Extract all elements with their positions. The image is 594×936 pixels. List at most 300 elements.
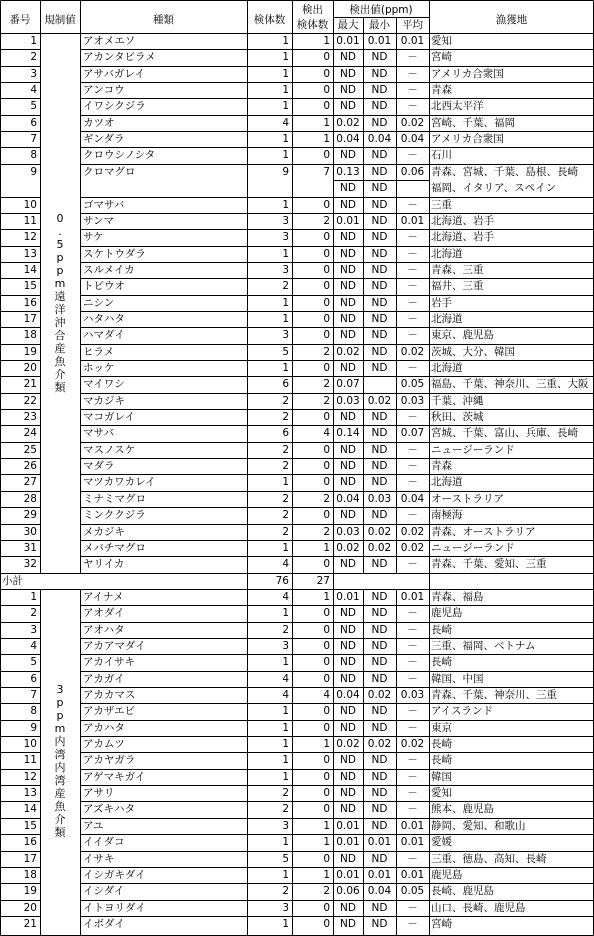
species-name: ゴマサバ bbox=[83, 198, 125, 211]
avg-value: 0.05 bbox=[400, 885, 425, 898]
section-label-char: 産 bbox=[54, 786, 66, 800]
species-name: アユ bbox=[83, 819, 104, 832]
max-value: 0.02 bbox=[336, 541, 360, 554]
avg-value: － bbox=[407, 476, 418, 489]
avg-value: 0.02 bbox=[400, 525, 425, 538]
row-number: 8 bbox=[30, 149, 37, 162]
min-value: ND bbox=[371, 214, 388, 227]
section-label-offshore bbox=[40, 212, 80, 394]
section-label-inland-bay bbox=[40, 683, 80, 839]
avg-value: － bbox=[407, 803, 418, 816]
detected-count: 0 bbox=[323, 67, 330, 80]
section-label-char: 産 bbox=[54, 341, 66, 355]
max-value: 0.01 bbox=[336, 868, 360, 881]
origin-location: 石川 bbox=[431, 149, 452, 162]
header-detect-group: 検出値(ppm) bbox=[349, 4, 413, 16]
row-number: 15 bbox=[23, 280, 37, 293]
avg-value: 0.06 bbox=[400, 165, 425, 178]
species-name: スルメイカ bbox=[83, 263, 135, 276]
detected-count: 0 bbox=[323, 770, 330, 783]
max-value: ND bbox=[340, 770, 356, 783]
detected-count: 0 bbox=[323, 411, 330, 424]
avg-value: 0.01 bbox=[400, 868, 425, 881]
species-name: ミンククジラ bbox=[83, 509, 146, 522]
sample-count: 2 bbox=[282, 787, 289, 800]
species-name bbox=[83, 180, 247, 196]
row-number: 25 bbox=[23, 443, 37, 456]
sample-count: 4 bbox=[282, 689, 289, 701]
min-value: ND bbox=[371, 149, 388, 162]
detected-count: 1 bbox=[323, 116, 330, 129]
min-value: 0.03 bbox=[367, 492, 392, 505]
header-max: 最大 bbox=[337, 19, 359, 31]
sample-count: 4 bbox=[282, 672, 289, 685]
species-name: アカムツ bbox=[83, 738, 125, 751]
max-value: ND bbox=[340, 917, 356, 930]
row-number: 27 bbox=[23, 476, 37, 489]
row-number: 2 bbox=[30, 607, 37, 620]
detected-count: 1 bbox=[323, 836, 330, 849]
row-number: 29 bbox=[23, 509, 37, 522]
section-label-char: 遠 bbox=[54, 289, 66, 303]
section-label-char: 0 bbox=[56, 211, 64, 225]
min-value: 0.01 bbox=[367, 868, 392, 881]
avg-value: － bbox=[407, 149, 418, 162]
max-value: ND bbox=[340, 67, 356, 80]
species-name: イワシクジラ bbox=[83, 100, 146, 113]
sample-count: 1 bbox=[282, 296, 289, 309]
species-name: アズキハタ bbox=[83, 803, 136, 816]
detected-count: 1 bbox=[323, 35, 330, 47]
section-label-char: p bbox=[56, 250, 64, 264]
section-label-char: 洋 bbox=[54, 302, 66, 316]
avg-value: 0.01 bbox=[400, 214, 425, 227]
row-number: 12 bbox=[23, 231, 37, 244]
row-number: 5 bbox=[30, 100, 37, 113]
row-number: 21 bbox=[23, 917, 37, 930]
origin-location: 長崎 bbox=[431, 738, 452, 751]
section-label-char: p bbox=[56, 695, 64, 709]
origin-location: 福島、千葉、神奈川、三重、大阪 bbox=[431, 378, 589, 391]
avg-value: － bbox=[407, 329, 418, 342]
detected-count: 0 bbox=[323, 443, 330, 456]
origin-location: 北海道 bbox=[431, 362, 463, 374]
min-value: ND bbox=[371, 509, 388, 522]
min-value: ND bbox=[371, 787, 388, 800]
header-no: 番号 bbox=[9, 14, 31, 26]
species-name: イシダイ bbox=[83, 885, 125, 898]
sample-count: 1 bbox=[282, 738, 289, 751]
row-number: 14 bbox=[23, 803, 37, 816]
avg-value: － bbox=[407, 787, 418, 800]
max-value: ND bbox=[340, 312, 356, 325]
section-label-char: 合 bbox=[54, 328, 66, 342]
detected-count: 0 bbox=[323, 607, 330, 620]
avg-value: 0.02 bbox=[400, 738, 425, 751]
row-number: 4 bbox=[30, 639, 37, 652]
detected-count: 2 bbox=[323, 394, 330, 407]
row-number: 8 bbox=[30, 705, 37, 718]
min-value: 0.02 bbox=[367, 689, 392, 701]
avg-value: － bbox=[407, 443, 418, 456]
detected-count: 0 bbox=[323, 280, 330, 293]
max-value: 0.07 bbox=[336, 378, 360, 391]
max-value: ND bbox=[340, 182, 356, 195]
min-value: ND bbox=[371, 607, 388, 620]
origin-location: 福井、三重 bbox=[431, 280, 484, 293]
min-value: ND bbox=[371, 67, 388, 80]
min-value: ND bbox=[371, 263, 388, 276]
species-name: アカガイ bbox=[83, 672, 125, 685]
max-value: ND bbox=[340, 721, 356, 734]
max-value: ND bbox=[340, 672, 356, 685]
avg-value: － bbox=[407, 296, 418, 309]
min-value: 0.04 bbox=[367, 885, 392, 898]
species-name: アカヤガラ bbox=[83, 754, 136, 767]
origin-location: 韓国 bbox=[431, 770, 452, 783]
max-value: ND bbox=[340, 460, 356, 473]
max-value: 0.06 bbox=[336, 885, 360, 898]
avg-value bbox=[396, 180, 429, 196]
species-name: イトヨリダイ bbox=[83, 901, 146, 914]
max-value: ND bbox=[340, 803, 356, 816]
origin-location: 三重、福岡、ベトナム bbox=[431, 639, 536, 652]
sample-count: 2 bbox=[282, 492, 289, 505]
sample-count: 4 bbox=[282, 590, 289, 603]
min-value: 0.02 bbox=[367, 541, 392, 554]
avg-value: － bbox=[407, 460, 418, 473]
header-reg: 規制値 bbox=[44, 14, 76, 26]
min-value: ND bbox=[371, 705, 388, 718]
avg-value: － bbox=[407, 639, 418, 652]
row-number: 9 bbox=[30, 721, 37, 734]
row-number: 5 bbox=[30, 656, 37, 669]
species-name: メカジキ bbox=[83, 525, 125, 538]
species-name: アカカマス bbox=[83, 689, 136, 701]
min-value: 0.01 bbox=[367, 836, 392, 849]
origin-location: 青森、福島 bbox=[431, 590, 484, 603]
sample-count: 2 bbox=[282, 525, 289, 538]
header-detect-count-2: 検体数 bbox=[296, 19, 329, 31]
row-number: 13 bbox=[23, 247, 37, 260]
species-name: アカアマダイ bbox=[83, 639, 146, 652]
avg-value: 0.03 bbox=[400, 394, 425, 407]
row-number: 26 bbox=[23, 460, 37, 473]
sample-count: 6 bbox=[282, 378, 289, 391]
max-value: ND bbox=[340, 476, 356, 489]
row-number: 11 bbox=[23, 754, 37, 767]
min-value: ND bbox=[371, 901, 388, 914]
avg-value: － bbox=[407, 312, 418, 325]
max-value: 0.01 bbox=[336, 819, 360, 832]
species-name: マイワシ bbox=[83, 378, 125, 391]
species-name: マカジキ bbox=[83, 394, 125, 407]
section-label-char: 湾 bbox=[54, 747, 66, 761]
header-kind: 種類 bbox=[153, 14, 174, 26]
max-value: ND bbox=[340, 852, 356, 865]
min-value: ND bbox=[371, 672, 388, 685]
species-name: ヤリイカ bbox=[83, 558, 125, 571]
row-number: 6 bbox=[30, 672, 37, 685]
header-avg: 平均 bbox=[402, 19, 423, 31]
max-value: 0.04 bbox=[336, 689, 360, 701]
max-value: 0.02 bbox=[336, 116, 360, 129]
avg-value: － bbox=[407, 51, 418, 64]
subtotal-label: 小計 bbox=[2, 574, 23, 587]
section-label-char: 湾 bbox=[54, 773, 66, 787]
row-number: 1 bbox=[30, 35, 37, 47]
max-value: 0.02 bbox=[336, 738, 360, 751]
max-value: ND bbox=[340, 198, 356, 211]
section-label-char: 5 bbox=[56, 237, 64, 251]
max-value: ND bbox=[340, 607, 356, 620]
sample-count: 1 bbox=[282, 149, 289, 162]
sample-count: 3 bbox=[282, 819, 289, 832]
origin-location: 青森 bbox=[431, 84, 452, 97]
origin-location: 茨城、大分、韓国 bbox=[431, 345, 515, 358]
species-name: クロウシノシタ bbox=[83, 149, 156, 162]
origin-location: 愛知 bbox=[431, 787, 452, 800]
detected-count: 4 bbox=[323, 689, 330, 701]
sample-count: 2 bbox=[282, 443, 289, 456]
sample-count: 1 bbox=[282, 35, 289, 47]
section-label-char: 沖 bbox=[54, 315, 66, 329]
species-name: イサキ bbox=[83, 852, 115, 865]
min-value: ND bbox=[371, 51, 388, 64]
row-number: 14 bbox=[23, 263, 37, 276]
avg-value: － bbox=[407, 656, 418, 669]
origin-location: 熊本、鹿児島 bbox=[431, 803, 494, 816]
detected-count: 0 bbox=[323, 198, 330, 211]
min-value: ND bbox=[371, 639, 388, 652]
detected-count: 0 bbox=[323, 623, 330, 636]
min-value: ND bbox=[371, 427, 388, 440]
species-name: アカンタビラメ bbox=[83, 51, 156, 64]
min-value: ND bbox=[371, 231, 388, 244]
detected-count: 0 bbox=[323, 656, 330, 669]
species-name: ホッケ bbox=[83, 362, 115, 374]
row-number: 16 bbox=[23, 296, 37, 309]
avg-value: 0.01 bbox=[400, 35, 425, 47]
min-value: 0.01 bbox=[367, 35, 392, 47]
origin-location: アメリカ合衆国 bbox=[431, 133, 504, 146]
max-value: ND bbox=[340, 656, 356, 669]
sample-count: 1 bbox=[282, 541, 289, 554]
section-label-char: p bbox=[56, 708, 64, 722]
species-name: アンコウ bbox=[83, 84, 125, 97]
avg-value: － bbox=[407, 280, 418, 293]
sample-count: 2 bbox=[282, 509, 289, 522]
min-value: ND bbox=[371, 296, 388, 309]
sample-count: 1 bbox=[282, 247, 289, 260]
sample-count: 4 bbox=[282, 558, 289, 571]
avg-value: － bbox=[407, 100, 418, 113]
detected-count: 0 bbox=[323, 754, 330, 767]
section-label-char: 内 bbox=[54, 760, 66, 774]
detected-count: 0 bbox=[323, 901, 330, 914]
row-number: 23 bbox=[23, 411, 37, 424]
detected-count: 0 bbox=[323, 509, 330, 522]
sample-count: 3 bbox=[282, 231, 289, 244]
max-value: 0.01 bbox=[336, 590, 360, 603]
row-number: 6 bbox=[30, 116, 37, 129]
origin-location: アイスランド bbox=[431, 705, 493, 718]
species-name: アサリ bbox=[83, 787, 115, 800]
section-label-char: 類 bbox=[54, 825, 66, 839]
sample-count: 1 bbox=[282, 84, 289, 97]
avg-value: 0.02 bbox=[400, 345, 425, 358]
sample-count: 2 bbox=[282, 411, 289, 424]
min-value bbox=[363, 376, 396, 392]
avg-value: － bbox=[407, 411, 418, 424]
species-name: アオダイ bbox=[83, 607, 125, 620]
sample-count: 1 bbox=[282, 656, 289, 669]
avg-value: 0.01 bbox=[400, 836, 425, 849]
sample-count: 3 bbox=[282, 263, 289, 276]
origin-location: 長崎 bbox=[431, 754, 452, 767]
max-value: ND bbox=[340, 623, 356, 636]
min-value: ND bbox=[371, 623, 388, 636]
avg-value: 0.02 bbox=[400, 116, 425, 129]
detected-count: 0 bbox=[323, 329, 330, 342]
species-name: ヒラメ bbox=[83, 345, 115, 358]
max-value: 0.03 bbox=[336, 525, 360, 538]
species-name: トビウオ bbox=[83, 280, 125, 293]
detected-count: 0 bbox=[323, 672, 330, 685]
detected-count: 1 bbox=[323, 868, 330, 881]
sample-count: 9 bbox=[282, 165, 289, 178]
detected-count: 2 bbox=[323, 214, 330, 227]
avg-value: － bbox=[407, 770, 418, 783]
sample-count: 1 bbox=[282, 51, 289, 64]
avg-value: － bbox=[407, 705, 418, 718]
species-name: アカイサキ bbox=[83, 656, 136, 669]
avg-value: － bbox=[407, 607, 418, 620]
max-value: 0.01 bbox=[336, 214, 360, 227]
header-origin: 漁獲地 bbox=[495, 14, 528, 26]
min-value: ND bbox=[371, 770, 388, 783]
max-value: 0.01 bbox=[336, 836, 360, 849]
min-value: ND bbox=[371, 198, 388, 211]
min-value: ND bbox=[371, 754, 388, 767]
min-value: ND bbox=[371, 247, 388, 260]
row-number bbox=[0, 180, 37, 196]
subtotal-count: 76 bbox=[275, 574, 289, 587]
species-name: メバチマグロ bbox=[83, 541, 146, 554]
min-value: ND bbox=[371, 182, 388, 195]
origin-location: 韓国、中国 bbox=[431, 672, 484, 685]
sample-count: 1 bbox=[282, 476, 289, 489]
origin-location: 青森 bbox=[431, 460, 452, 473]
sample-count: 6 bbox=[282, 427, 289, 440]
species-name: マダラ bbox=[83, 460, 115, 473]
max-value: ND bbox=[340, 51, 356, 64]
avg-value: － bbox=[407, 362, 418, 374]
detected-count: 7 bbox=[323, 165, 330, 178]
max-value: 0.04 bbox=[336, 133, 360, 146]
origin-location: 岩手 bbox=[431, 296, 452, 309]
avg-value: － bbox=[407, 672, 418, 685]
origin-location: ニュージーランド bbox=[431, 443, 515, 456]
detected-count: 4 bbox=[323, 427, 330, 440]
sample-count: 1 bbox=[282, 198, 289, 211]
sample-count: 2 bbox=[282, 394, 289, 407]
min-value: ND bbox=[371, 721, 388, 734]
species-name: カツオ bbox=[83, 116, 115, 129]
sample-count bbox=[247, 180, 289, 196]
sample-count: 1 bbox=[282, 312, 289, 325]
min-value: ND bbox=[371, 84, 388, 97]
origin-location: 北西太平洋 bbox=[431, 100, 484, 113]
min-value: ND bbox=[371, 362, 388, 374]
detected-count: 0 bbox=[323, 263, 330, 276]
origin-location: 宮崎 bbox=[431, 917, 452, 930]
origin-location: 秋田、茨城 bbox=[431, 411, 484, 424]
max-value: 0.14 bbox=[336, 427, 360, 440]
origin-location: 千葉、沖縄 bbox=[431, 394, 484, 407]
max-value: ND bbox=[340, 705, 356, 718]
min-value: 0.04 bbox=[367, 133, 392, 146]
origin-location: 長崎、鹿児島 bbox=[431, 885, 494, 898]
origin-location: 北海道、岩手 bbox=[431, 214, 494, 227]
origin-location: ニュージーランド bbox=[431, 541, 515, 554]
min-value: ND bbox=[371, 852, 388, 865]
row-number: 17 bbox=[23, 312, 37, 325]
sample-count: 1 bbox=[282, 868, 289, 881]
species-name: イシガキダイ bbox=[83, 868, 146, 881]
detected-count: 2 bbox=[323, 492, 330, 505]
origin-location: 宮崎、千葉、福岡 bbox=[431, 116, 515, 129]
max-value: ND bbox=[340, 362, 356, 374]
origin-location: 鹿児島 bbox=[431, 868, 463, 881]
detected-count: 2 bbox=[323, 345, 330, 358]
row-number: 20 bbox=[23, 901, 37, 914]
sample-count: 3 bbox=[282, 329, 289, 342]
species-name: ギンダラ bbox=[83, 133, 125, 146]
sample-count: 1 bbox=[282, 770, 289, 783]
max-value: ND bbox=[340, 263, 356, 276]
origin-location: 宮崎 bbox=[431, 51, 452, 64]
species-name: アカザエビ bbox=[83, 705, 135, 718]
avg-value: － bbox=[407, 754, 418, 767]
row-number: 3 bbox=[30, 623, 37, 636]
detected-count: 0 bbox=[323, 362, 330, 374]
detected-count: 0 bbox=[323, 100, 330, 113]
avg-value: 0.04 bbox=[400, 492, 425, 505]
sample-count: 1 bbox=[282, 917, 289, 930]
species-name: サンマ bbox=[83, 214, 114, 227]
origin-location: 三重 bbox=[431, 198, 452, 211]
max-value: ND bbox=[340, 509, 356, 522]
avg-value: － bbox=[407, 231, 418, 244]
max-value: ND bbox=[340, 231, 356, 244]
avg-value: － bbox=[407, 198, 418, 211]
detected-count: 1 bbox=[323, 541, 330, 554]
sample-count: 1 bbox=[282, 67, 289, 80]
detected-count bbox=[292, 180, 330, 196]
detected-count: 0 bbox=[323, 787, 330, 800]
row-number: 9 bbox=[30, 165, 37, 178]
avg-value: 0.01 bbox=[400, 590, 425, 603]
origin-location: 北海道、岩手 bbox=[431, 231, 494, 244]
detected-count: 0 bbox=[323, 852, 330, 865]
section-label-char: 魚 bbox=[54, 354, 66, 368]
avg-value: 0.02 bbox=[400, 541, 425, 554]
detected-count: 0 bbox=[323, 296, 330, 309]
species-name: ハタハタ bbox=[83, 312, 125, 325]
min-value: ND bbox=[371, 116, 388, 129]
detected-count: 0 bbox=[323, 558, 330, 571]
